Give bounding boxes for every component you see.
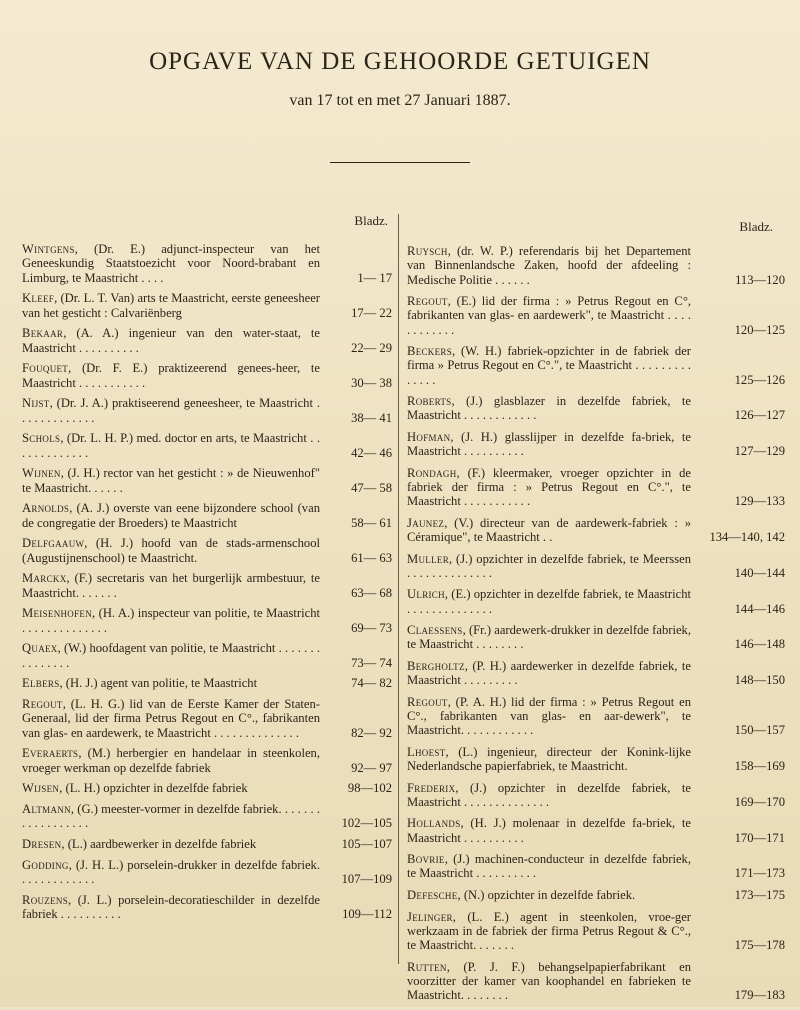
witness-description: , (A. J.) overste van eene bijzondere school (van de congregatie der Broeders) te Maastricht	[22, 501, 320, 530]
witness-description: , (J. L.) porselein-decoratieschilder in dezelfde fabriek . . . . . . . . . .	[22, 893, 320, 922]
witness-text	[407, 430, 697, 458]
witness-entry	[22, 536, 392, 564]
page-title: OPGAVE VAN DE GEHOORDE GETUIGEN	[149, 48, 651, 75]
witness-text	[22, 697, 322, 740]
witness-description: , (J.) opzichter in dezelfde fabriek, te Meerssen . . . . . . . . . . . . . .	[407, 551, 691, 580]
page-range: 173—175	[734, 887, 785, 902]
page-range: 113—120	[735, 272, 785, 287]
witness-description: , (E.) opzichter in dezelfde fabriek, te Maastricht . . . . . . . . . . . . . .	[407, 587, 691, 616]
right-column	[407, 220, 785, 1010]
page-range: 171—173	[734, 866, 785, 881]
page-range: 126—127	[734, 408, 785, 423]
witness-entry	[407, 960, 785, 1003]
left-entry-list	[22, 242, 392, 921]
witness-entry	[407, 816, 785, 844]
right-entry-list	[407, 244, 785, 1002]
page-range: 105—107	[341, 837, 392, 852]
witness-name: Everaerts	[22, 746, 79, 761]
witness-description: , (J. H. L.) porselein-drukker in dezelfde fabriek. . . . . . . . . . . . .	[22, 858, 320, 887]
witness-text	[22, 746, 322, 774]
witness-name: Hollands	[407, 816, 461, 831]
witness-description: , (L. H. G.) lid van de Eerste Kamer der Staten-Generaal, lid der firma Petrus Regout en C°., fabrikanten van glas- en aardewerk, te Maastricht . . . . . . . . . . . . . .	[22, 697, 320, 740]
page-range: 17— 22	[351, 305, 392, 320]
witness-description: , (dr. W. P.) referendaris bij het Departement van Binnenlandsche Zaken, hoofd der afdeeling : Medische Politie . . . . . .	[407, 244, 691, 287]
witness-description: , (J.) opzichter in dezelfde fabriek, te Maastricht . . . . . . . . . . . . . .	[407, 780, 691, 809]
witness-description: , (Dr. E.) adjunct-inspecteur van het Geneeskundig Staatstoezicht voor Noord-brabant en Limburg, te Maastricht . . . .	[22, 242, 320, 285]
witness-name: Arnolds	[22, 501, 70, 516]
witness-entry	[407, 344, 785, 387]
witness-entry	[22, 697, 392, 740]
witness-text	[407, 695, 697, 738]
witness-description: , (M.) herbergier en handelaar in steenkolen, vroeger werkman op dezelfde fabriek	[22, 746, 320, 775]
witness-entry	[22, 802, 392, 830]
witness-name: Jaunez	[407, 515, 445, 530]
witness-text	[407, 587, 697, 615]
witness-name: Altmann	[22, 802, 71, 817]
witness-entry	[407, 516, 785, 544]
witness-entry	[22, 858, 392, 886]
witness-text	[22, 676, 322, 690]
witness-entry	[22, 837, 392, 851]
witness-description: , (Fr.) aardewerk-drukker in dezelfde fabriek, te Maastricht . . . . . . . .	[407, 623, 691, 652]
page-range: 109—112	[342, 907, 392, 922]
witness-name: Nijst	[22, 396, 50, 411]
witness-entry	[407, 587, 785, 615]
page-range: 140—144	[734, 565, 785, 580]
witness-description: , (W.) hoofdagent van politie, te Maastricht . . . . . . . . . . . . . . .	[22, 641, 320, 670]
witness-text	[407, 659, 697, 687]
witness-entry	[22, 641, 392, 669]
witness-text	[22, 361, 322, 389]
witness-description: , (H. J.) agent van politie, te Maastricht	[59, 676, 258, 691]
witness-entry	[22, 746, 392, 774]
witness-description: , (L.) ingenieur, directeur der Konink-lijke Nederlandsche papierfabriek, te Maastricht.	[407, 744, 691, 773]
witness-entry	[22, 781, 392, 795]
witness-entry	[22, 501, 392, 529]
witness-text	[407, 888, 697, 902]
witness-description: , (P. H.) aardewerker in dezelfde fabriek, te Maastricht . . . . . . . . .	[407, 658, 691, 688]
witness-text	[22, 641, 322, 669]
witness-entry	[22, 676, 392, 690]
witness-text	[22, 571, 322, 599]
page-range: 102—105	[341, 816, 392, 831]
witness-name: Wijsen	[22, 781, 60, 796]
witness-description: , (J. H.) rector van het gesticht : » de Nieuwenhof" te Maastricht. . . . . .	[22, 466, 320, 495]
witness-description: , (P. J. F.) behangselpapierfabrikant en voorzitter der kamer van koophandel en fabrieken te Maastricht. . . . . . . .	[407, 959, 691, 1002]
witness-entry	[407, 888, 785, 902]
witness-entry	[22, 396, 392, 424]
witness-text	[407, 294, 697, 337]
witness-description: , (F.) secretaris van het burgerlijk armbestuur, te Maastricht. . . . . . .	[22, 571, 320, 600]
witness-name: Regout	[407, 294, 448, 309]
witness-description: , (J.) glasblazer in dezelfde fabriek, te Maastricht . . . . . . . . . . . .	[407, 394, 691, 423]
witness-entry	[22, 893, 392, 921]
witness-description: , (Dr. F. E.) praktizeerend genees-heer, te Maastricht . . . . . . . . . . .	[22, 361, 320, 390]
witness-description: , (H. J.) molenaar in dezelfde fa-briek, te Maastricht . . . . . . . . . .	[407, 816, 691, 845]
title-rule	[330, 162, 470, 163]
witness-text	[22, 802, 322, 830]
witness-entry	[407, 623, 785, 651]
witness-entry	[407, 294, 785, 337]
page-range: 146—148	[734, 637, 785, 652]
page-range: 74— 82	[351, 676, 392, 691]
witness-text	[22, 431, 322, 459]
witness-entry	[22, 466, 392, 494]
witness-name: Lhoest	[407, 744, 446, 759]
witness-text	[22, 606, 322, 634]
page-range: 98—102	[347, 781, 392, 796]
witness-text	[22, 837, 322, 851]
page-range: 179—183	[734, 987, 785, 1002]
column-divider	[398, 214, 399, 964]
witness-entry	[407, 781, 785, 809]
witness-text	[407, 552, 697, 580]
witness-name: Wijnen	[22, 466, 61, 481]
witness-description: , (H. J.) hoofd van de stads-armenschool (Augustijnenschool) te Maastricht.	[22, 536, 320, 565]
witness-entry	[407, 910, 785, 953]
witness-name: Godding	[22, 858, 69, 872]
page-subtitle: van 17 tot en met 27 Januari 1887.	[289, 92, 511, 109]
witness-name: Rouzens	[22, 893, 68, 907]
witness-name: Kleef	[22, 291, 55, 306]
witness-entry	[407, 430, 785, 458]
witness-name: Roberts	[407, 394, 452, 409]
witness-name: Frederix	[407, 780, 456, 795]
witness-name: Elbers	[22, 676, 60, 691]
page-range: 144—146	[734, 601, 785, 616]
witness-text	[407, 344, 697, 387]
witness-text	[407, 781, 697, 809]
witness-name: Rondagh	[407, 465, 457, 480]
witness-entry	[407, 552, 785, 580]
page-range: 69— 73	[351, 620, 392, 635]
witness-description: , (J. H.) glasslijper in dezelfde fa-briek, te Maastricht . . . . . . . . . .	[407, 430, 691, 459]
witness-entry	[22, 291, 392, 319]
page-range: 92— 97	[351, 760, 392, 775]
witness-text	[22, 396, 322, 424]
witness-description: , (G.) meester-vormer in dezelfde fabriek. . . . . . . . . . . . . . . . . .	[22, 802, 320, 831]
page-range: 125—126	[734, 372, 785, 387]
witness-entry	[407, 852, 785, 880]
witness-description: , (J.) machinen-conducteur in dezelfde fabriek, te Maastricht . . . . . . . . . .	[407, 852, 691, 881]
witness-text	[407, 466, 697, 509]
witness-text	[22, 326, 322, 354]
left-column-header: Bladz.	[354, 213, 388, 228]
witness-text	[407, 960, 697, 1003]
witness-name: Jelinger	[407, 909, 453, 924]
witness-text	[407, 394, 697, 422]
witness-name: Meisenhofen	[22, 606, 92, 621]
witness-entry	[407, 394, 785, 422]
witness-entry	[22, 242, 392, 285]
witness-entry	[22, 431, 392, 459]
witness-name: Beckers	[407, 344, 453, 359]
witness-name: Bekaar	[22, 326, 64, 341]
page-range: 170—171	[734, 830, 785, 845]
page-range: 150—157	[734, 723, 785, 738]
page-range: 169—170	[734, 794, 785, 809]
page-range: 129—133	[734, 494, 785, 509]
witness-entry	[22, 571, 392, 599]
page-range: 107—109	[341, 872, 392, 887]
page-range: 158—169	[734, 758, 785, 773]
witness-text	[407, 852, 697, 880]
page-range: 82— 92	[351, 725, 392, 740]
witness-description: , (L. E.) agent in steenkolen, vroe-ger werkzaam in de fabriek der firma Petrus Regout & C°., te Maastricht. . . . . . .	[407, 909, 691, 952]
witness-name: Dresen	[22, 837, 62, 852]
page-range: 63— 68	[351, 585, 392, 600]
witness-entry	[22, 326, 392, 354]
witness-description: , (L.) aardbewerker in dezelfde fabriek	[61, 837, 257, 852]
witness-description: , (E.) lid der firma : » Petrus Regout en C°, fabrikanten van glas- en aardewerk", te Maastricht . . . . . . . . . . . .	[407, 294, 691, 337]
witness-name: Wintgens	[22, 242, 75, 257]
page-range: 175—178	[734, 937, 785, 952]
witness-name: Ulrich	[407, 587, 445, 602]
page-range: 22— 29	[351, 340, 392, 355]
witness-name: Rutten	[407, 959, 447, 974]
witness-description: , (H. A.) inspecteur van politie, te Maastricht . . . . . . . . . . . . . .	[22, 606, 320, 635]
witness-name: Muller	[407, 551, 449, 566]
witness-text	[407, 244, 697, 287]
page-range: 73— 74	[351, 655, 392, 670]
witness-name: Bergholtz	[407, 658, 465, 673]
witness-name: Delfgaauw	[22, 536, 85, 551]
witness-text	[22, 291, 322, 319]
witness-description: , (V.) directeur van de aardewerk-fabriek : » Céramique", te Maastricht . .	[407, 515, 691, 544]
page-range: 42— 46	[351, 445, 392, 460]
witness-text	[407, 910, 697, 953]
page-range: 38— 41	[351, 410, 392, 425]
witness-description: , (W. H.) fabriek-opzichter in de fabriek der firma » Petrus Regout en C°.", te Maastricht . . . . . . . . . . . . . .	[407, 344, 691, 387]
witness-entry	[407, 659, 785, 687]
witness-text	[22, 858, 322, 886]
witness-text	[407, 745, 697, 773]
right-column-header: Bladz.	[739, 219, 773, 234]
witness-description: , (Dr. L. H. P.) med. doctor en arts, te Maastricht . . . . . . . . . . . . .	[22, 431, 320, 460]
witness-name: Schols	[22, 431, 61, 446]
page-range: 58— 61	[351, 515, 392, 530]
page-range: 120—125	[734, 322, 785, 337]
witness-name: Hofman	[407, 430, 451, 444]
witness-text	[22, 242, 322, 285]
witness-entry	[22, 361, 392, 389]
page-range: 61— 63	[351, 550, 392, 565]
witness-entry	[407, 466, 785, 509]
witness-entry	[407, 244, 785, 287]
witness-text	[407, 623, 697, 651]
page-range: 134—140, 142	[709, 530, 785, 544]
witness-name: Claessens	[407, 623, 463, 638]
witness-description: , (N.) opzichter in dezelfde fabriek.	[457, 887, 636, 902]
page-range: 1— 17	[357, 270, 392, 285]
witness-text	[407, 516, 697, 544]
page-range: 47— 58	[351, 480, 392, 495]
witness-name: Quaex	[22, 641, 58, 656]
witness-name: Bovrie	[407, 852, 445, 867]
page-range: 127—129	[734, 444, 785, 459]
witness-name: Defesche	[407, 887, 458, 902]
witness-text	[407, 816, 697, 844]
witness-description: , (Dr. J. A.) praktiseerend geneesheer, te Maastricht . . . . . . . . . . . . .	[22, 396, 320, 425]
witness-description: , (F.) kleermaker, vroeger opzichter in de fabriek der firma : » Petrus Regout en C°.", te Maastricht . . . . . . . . . . .	[407, 465, 691, 509]
left-column	[22, 214, 392, 928]
witness-description: , (P. A. H.) lid der firma : » Petrus Regout en C°., fabrikanten van glas- en aar-dewerk", te Maastricht. . . . . . . . . . . .	[407, 694, 691, 738]
witness-name: Regout	[22, 697, 63, 712]
witness-text	[22, 536, 322, 564]
witness-text	[22, 501, 322, 529]
witness-name: Marckx	[22, 571, 67, 586]
witness-description: , (L. H.) opzichter in dezelfde fabriek	[59, 781, 248, 796]
witness-text	[22, 466, 322, 494]
witness-text	[22, 781, 322, 795]
witness-name: Fouquet	[22, 361, 69, 376]
witness-entry	[407, 695, 785, 738]
page-range: 148—150	[734, 673, 785, 688]
witness-description: , (Dr. L. T. Van) arts te Maastricht, eerste geneesheer van het gesticht : Calvariënberg	[22, 291, 320, 320]
witness-entry	[22, 606, 392, 634]
witness-entry	[407, 745, 785, 773]
witness-description: , (A. A.) ingenieur van den water-staat, te Maastricht . . . . . . . . . .	[22, 326, 320, 355]
witness-name: Regout	[407, 694, 448, 709]
witness-text	[22, 893, 322, 921]
witness-name: Ruysch	[407, 244, 448, 259]
page-range: 30— 38	[351, 375, 392, 390]
